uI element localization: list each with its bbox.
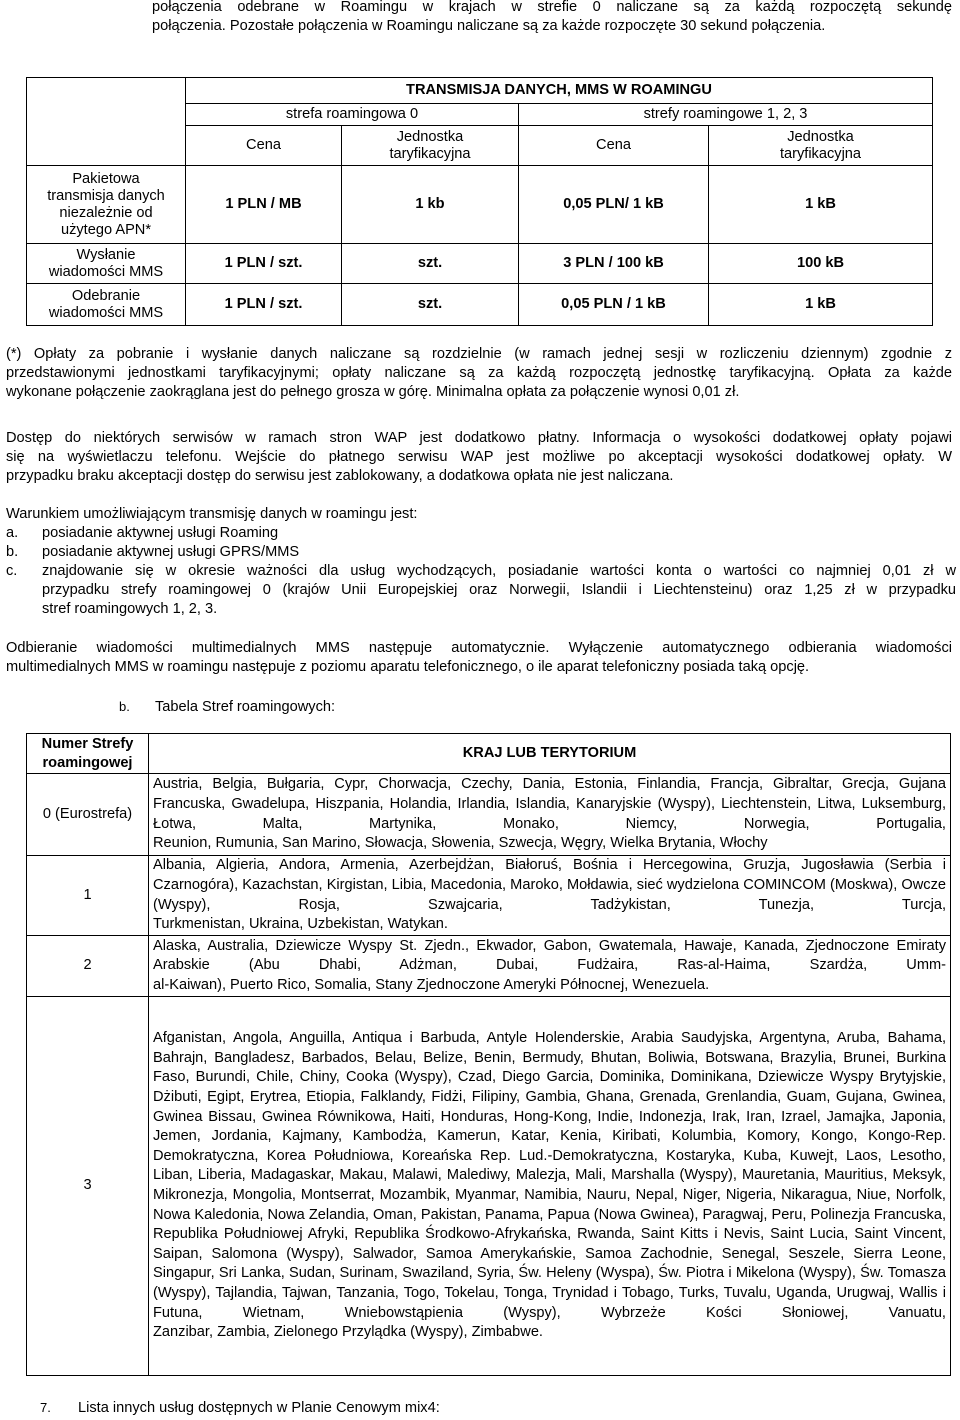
condition-text: stref roamingowych 1, 2, 3. bbox=[42, 601, 218, 617]
price-cell: 1 PLN / szt. bbox=[186, 244, 342, 284]
roaming-zones-table bbox=[26, 733, 951, 1376]
row-label: Wysłanie wiadomości MMS bbox=[27, 244, 186, 284]
zones-heading bbox=[119, 697, 619, 717]
condition-text: posiadanie aktywnej usługi Roaming bbox=[42, 525, 279, 541]
zone-countries: Alaska, Australia, Dziewicze Wyspy St. Zjedn., Ekwador, Gabon, Gwatemala, Hawaje, Kanada, Zjednoczone Emiraty Arabskie (Abu Dhabi, Adżman, Dubai, Fudżaira, Ras-al-Haima, Szardża, Umm- al-Kaiwan), Puerto Rico, Somalia, Stany Zjednoczone Ameryki Północnej, Wenezuela. bbox=[149, 936, 951, 997]
list-marker: b. bbox=[6, 544, 19, 560]
unit-cell: 1 kB bbox=[709, 166, 933, 244]
row-label: Pakietowa transmisja danych niezależnie od użytego APN* bbox=[27, 166, 186, 244]
unit-cell: 1 kB bbox=[709, 284, 933, 326]
zone-number-header: Numer Strefy roamingowej bbox=[27, 734, 149, 774]
mms-paragraph bbox=[6, 639, 952, 677]
zone-number: 0 (Eurostrefa) bbox=[27, 774, 149, 856]
section-heading-text: Lista innych usług dostępnych w Planie Cenowym mix4: bbox=[78, 1400, 440, 1416]
price-cell: 0,05 PLN/ 1 kB bbox=[519, 166, 709, 244]
top-line: połączenia odebrane w Roamingu w krajach w strefie 0 naliczane są za każdą rozpoczętą sekundę bbox=[152, 0, 952, 15]
price-header: Cena bbox=[519, 126, 709, 166]
list-marker: a. bbox=[6, 525, 19, 541]
mms-line: multimedialnych MMS w roamingu następuje z poziomu aparatu telefonicznego, o ile aparat telefoniczny posiada taką opcję. bbox=[6, 659, 810, 675]
unit-cell: 100 kB bbox=[709, 244, 933, 284]
zone0-header: strefa roamingowa 0 bbox=[186, 104, 519, 126]
unit-cell: szt. bbox=[342, 284, 519, 326]
zone-countries: Austria, Belgia, Bułgaria, Cypr, Chorwacja, Czechy, Dania, Estonia, Finlandia, Francja, Gibraltar, Grecja, Gujana Francuska, Gwadelupa, Hiszpania, Holandia, Irlandia, Islandia, Kanaryjskie (Wyspy), Liechtenstein, Litwa, Luksemburg, Łotwa, Malta, Martynika, Monako, Niemcy, Norwegia, Portugalia, Reunion, Rumunia, San Marino, Słowacja, Słowenia, Szwecja, Węgry, Wielka Brytania, Włochy bbox=[149, 774, 951, 856]
condition-text: znajdowanie się w okresie ważności dla usług wychodzących, posiadanie wartości konta o wartości co najmniej 0,01 zł w bbox=[42, 563, 956, 579]
condition-text: przypadku strefy roamingowej 0 (krajów Unii Europejskiej oraz Norwegii, Islandii i Liechtensteinu) oraz 1,25 zł w przypadku bbox=[42, 582, 956, 598]
price-cell: 1 PLN / szt. bbox=[186, 284, 342, 326]
top-line: połączenia. Pozostałe połączenia w Roamingu naliczane są za każde rozpoczęte 30 sekund połączenia. bbox=[152, 18, 826, 34]
price-cell: 1 PLN / MB bbox=[186, 166, 342, 244]
mms-line: Odbieranie wiadomości multimedialnych MMS następuje automatycznie. Wyłączenie automatycznego odbierania wiadomości bbox=[6, 640, 952, 656]
price-cell: 3 PLN / 100 kB bbox=[519, 244, 709, 284]
unit-cell: szt. bbox=[342, 244, 519, 284]
zones-heading-text: Tabela Stref roamingowych: bbox=[155, 699, 336, 715]
condition-item bbox=[6, 543, 956, 562]
data-transmission-table bbox=[26, 77, 933, 326]
wap-line: Dostęp do niektórych serwisów w ramach stron WAP jest dodatkowo płatny. Informacja o wysokości dodatkowej opłaty pojawi bbox=[6, 430, 952, 446]
wap-paragraph bbox=[6, 429, 952, 486]
footnote bbox=[6, 345, 952, 402]
price-header: Cena bbox=[186, 126, 342, 166]
footnote-line: przedstawionymi jednostkami taryfikacyjnymi; opłaty naliczane są za każdą rozpoczętą jednostkę taryfikacyjną. Opłata za każde bbox=[6, 365, 952, 381]
top-fragment bbox=[152, 0, 952, 36]
list-marker: 7. bbox=[40, 1400, 51, 1415]
condition-text: posiadanie aktywnej usługi GPRS/MMS bbox=[42, 544, 300, 560]
section-heading bbox=[40, 1398, 640, 1418]
conditions-intro: Warunkiem umożliwiającym transmisję danych w roamingu jest: bbox=[6, 506, 418, 522]
wap-line: się na wyświetlaczu telefonu. Wejście do płatnego serwisu WAP jest możliwe po akceptacji wysokości dodatkowej opłaty. W bbox=[6, 449, 952, 465]
condition-item bbox=[6, 524, 956, 543]
zone-countries: Albania, Algieria, Andora, Armenia, Azerbejdżan, Białoruś, Bośnia i Hercegowina, Gruzja, Jugosławia (Serbia i Czarnogóra), Kazachstan, Kirgistan, Libia, Macedonia, Maroko, Mołdawia, sieć wydzielona COMINCOM (Moskwa), Owcze (Wyspy), Rosja, Szwajcaria, Tadżykistan, Tunezja, Turcja, Turkmenistan, Ukraina, Uzbekistan, Watykan. bbox=[149, 856, 951, 936]
empty-cell bbox=[27, 78, 186, 166]
wap-line: przypadku braku akceptacji dostęp do serwisu jest zablokowany, a dodatkowa opłata nie jest naliczana. bbox=[6, 468, 674, 484]
condition-item bbox=[6, 562, 956, 619]
zone-number: 2 bbox=[27, 936, 149, 997]
transmission-title: TRANSMISJA DANYCH, MMS W ROAMINGU bbox=[186, 78, 933, 104]
list-marker: c. bbox=[6, 563, 18, 579]
unit-header: Jednostka taryfikacyjna bbox=[709, 126, 933, 166]
unit-header: Jednostka taryfikacyjna bbox=[342, 126, 519, 166]
price-cell: 0,05 PLN / 1 kB bbox=[519, 284, 709, 326]
conditions bbox=[6, 505, 956, 619]
footnote-line: wykonane połączenie zaokrąglana jest do pełnego grosza w górę. Minimalna opłata za połączenie wynosi 0,01 zł. bbox=[6, 384, 740, 400]
unit-cell: 1 kb bbox=[342, 166, 519, 244]
zone-number: 3 bbox=[27, 997, 149, 1376]
country-header: KRAJ LUB TERYTORIUM bbox=[149, 734, 951, 774]
zone-countries: Afganistan, Angola, Anguilla, Antiqua i Barbuda, Antyle Holenderskie, Arabia Saudyjska, Argentyna, Aruba, Bahama, Bahrajn, Bangladesz, Barbados, Belau, Belize, Benin, Bermudy, Bhutan, Boliwia, Botswana, Brazylia, Brunei, Burkina Faso, Burundi, Chile, Chiny, Cooka (Wyspy), Czad, Diego Garcia, Dominika, Dominikana, Dziewicze Wyspy Brytyjskie, Dżibuti, Egipt, Erytrea, Etiopia, Falklandy, Fidżi, Filipiny, Gambia, Ghana, Grenada, Grenlandia, Guam, Gujana, Gwinea, Gwinea Bissau, Gwinea Równikowa, Haiti, Honduras, Hong-Kong, Indie, Indonezja, Irak, Iran, Izrael, Jamajka, Japonia, Jemen, Jordania, Kajmany, Kambodża, Kamerun, Katar, Kenia, Kiribati, Kolumbia, Komory, Kongo, Kongo-Rep. Demokratyczna, Korea Południowa, Koreańska Rep. Lud.-Demokratyczna, Kostaryka, Kuba, Kuwejt, Laos, Lesotho, Liban, Liberia, Madagaskar, Makau, Malawi, Malediwy, Malezja, Mali, Marshalla (Wyspy), Mauretania, Mauritius, Meksyk, Mikronezja, Mongolia, Montserrat, Mozambik, Myanmar, Namibia, Nauru, Nepal, Niger, Nigeria, Nikaragua, Niue, Norfolk, Nowa Kaledonia, Nowa Zelandia, Oman, Pakistan, Panama, Papua (Nowa Gwinea), Paragwaj, Peru, Polinezja Francuska, Republika Południowej Afryki, Republika Środkowo-Afrykańska, Rwanda, Saint Kitts i Nevis, Saint Lucia, Saint Vincent, Saipan, Salomona (Wyspy), Salwador, Samoa Amerykańskie, Samoa Zachodnie, Senegal, Seszele, Sierra Leone, Singapur, Sri Lanka, Sudan, Surinam, Swaziland, Syria, Św. Heleny (Wyspa), Św. Piotra i Mikelona (Wyspy), Św. Tomasza (Wyspy), Tajlandia, Tajwan, Tanzania, Togo, Tokelau, Tonga, Trynidad i Tobago, Turks, Tuvalu, Uganda, Urugwaj, Wallis i Futuna, Wietnam, Wniebowstąpienia (Wyspy), Wybrzeże Kości Słoniowej, Vanuatu, Zanzibar, Zambia, Zielonego Przylądka (Wyspy), Zimbabwe. bbox=[149, 997, 951, 1376]
zone-number: 1 bbox=[27, 856, 149, 936]
footnote-line: (*) Opłaty za pobranie i wysłanie danych naliczane są rozdzielnie (w ramach jednej sesji w rozliczeniu dziennym) zgodnie z bbox=[6, 346, 952, 362]
zones123-header: strefy roamingowe 1, 2, 3 bbox=[519, 104, 933, 126]
row-label: Odebranie wiadomości MMS bbox=[27, 284, 186, 326]
list-marker: b. bbox=[119, 699, 130, 714]
